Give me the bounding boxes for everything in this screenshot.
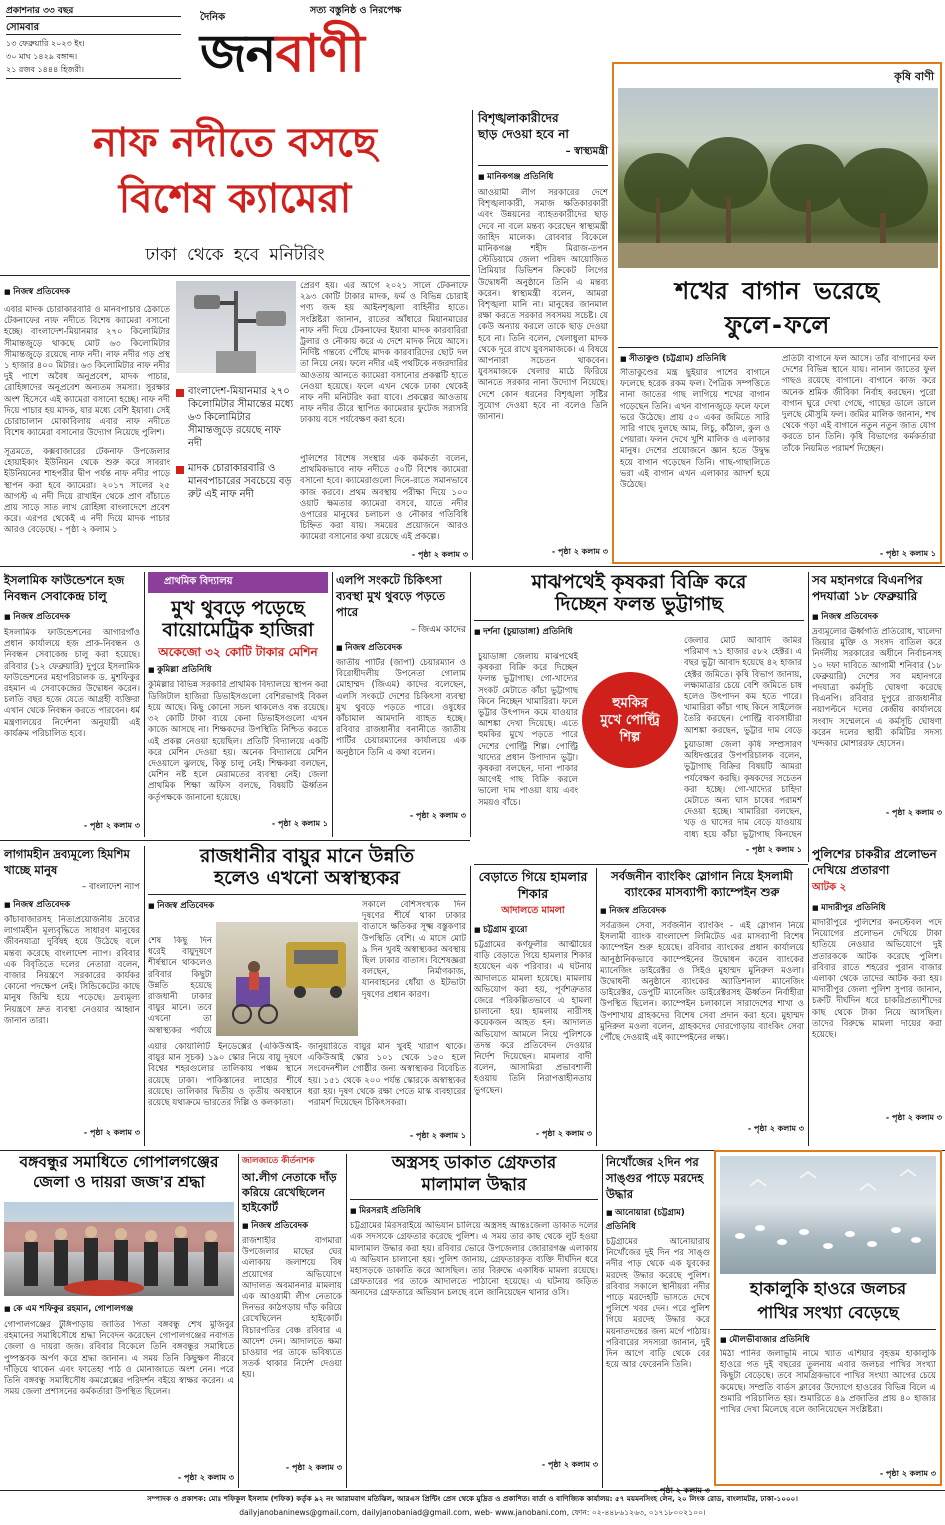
poultry-badge <box>582 672 678 768</box>
bhutta-col2: জেলার মোট আবাদি জমির পরিমাণ ৭১ হাজার ৫৮২ হেক্টর। এ বছর ভুট্টা আবাদ হয়েছে ৪২ হাজার হেক্টর জমিতে। কৃষি বিভাগ জানায়, লক্ষ্যমাত্রার চেয়ে বেশি জমিতে চাষ হলেও উৎপাদন কম হতে পারে। খামারিরা কাঁচা গাছ কিনে সাইলেজ তৈরি করছেন। পোল্ট্রি ব্যবসায়ীরা আশঙ্কা করছেন, ভুট্টার দাম বেড়ে <box>684 636 802 736</box>
bangabandhu-headline-line1: বঙ্গবন্ধুর সমাধিতে গোপালগঞ্জের <box>19 1153 219 1171</box>
awami-kicker: জালজাতে কীর্তনাশক <box>242 1156 315 1166</box>
himshim-text: কাঁচাবাজারসহ নিত্যপ্রয়োজনীয় দ্রব্যের লাগামহীন মূল্যবৃদ্ধিতে সাধারণ মানুষের জীবনযাত্রা দুর্বিষহ হয়ে উঠেছে বলে মন্তব্য করেছে বাংলাদেশ ন্যাপ। রবিবার এক বিবৃতিতে দলের নেতারা বলেন, বাজার নিয়ন্ত্রণে সরকারের কার্যকর কোনো পদক্ষেপ নেই। সিন্ডিকেটের কাছে মানুষ জিম্মি হয়ে পড়েছে। দ্রব্যমূল্য নিয়ন্ত্রণে দ্রুত ব্যবস্থা নেওয়ার আহ্বান জানান তারা। <box>4 915 140 1026</box>
bangabandhu-caption: ■ কে এম শফিকুর রহমান, গোপালগঞ্জ <box>4 1302 133 1316</box>
krishi-headline-line2: ফুলে-ফলে <box>724 311 830 339</box>
krishi-headline-line1: শখের বাগান ভরেছে <box>675 277 879 305</box>
hakaluki-continued: - পৃষ্ঠা ২ কলাম ৩ <box>879 1469 936 1478</box>
biometric-continued: - পৃষ্ঠা ২ কলাম ১ <box>271 819 328 829</box>
lead-headline-line1: নাফ নদীতে বসছে <box>93 120 377 166</box>
police-continued: - পৃষ্ঠা ২ কলাম ৩ <box>885 1113 942 1122</box>
krishi-byline: ■ সীতাকুণ্ড (চট্টগ্রাম) প্রতিনিধি <box>620 352 726 366</box>
bank-continued: - পৃষ্ঠা ২ কলাম ৩ <box>747 1124 804 1133</box>
police-headline: পুলিশের চাকরীর প্রলোভন দেখিয়ে প্রতারণা <box>812 847 937 877</box>
air-story <box>148 846 466 1146</box>
lead-continued: - পৃষ্ঠা ২ কলাম ৩ <box>411 550 468 559</box>
lpg-text: জাতীয় পার্টির (জাপা) চেয়ারম্যান ও বিরোধীদলীয় উপনেতা গোলাম মোহাম্মদ (জিএম) কাদের বলেছেন, এলসি সংকটে দেশের চিকিৎসা ব্যবস্থা মুখ থুবড়ে পড়তে পারে। ওষুধের কাঁচামাল আমদানি ব্যাহত হচ্ছে। রবিবার রাজধানীর বনানীতে জাতীয় পার্টির চেয়ারম্যানের কার্যালয়ে এক অনুষ্ঠানে তিনি এ কথা বলেন। <box>336 658 466 758</box>
bnp-headline: সব মহানগরে বিএনপির পদযাত্রা ১৮ ফেব্রুয়ারি <box>812 573 923 603</box>
awami-text: রাজশাহীর বাগমারা উপজেলার মাছের ঘের এলাকায় জলাশয়ে বিষ প্রয়োগের অভিযোগে আদালত অবমাননার মামলায় এক আওয়ামী লীগ নেতাকে দিনভর কাঠগড়ায় দাঁড় করিয়ে রেখেছিলেন হাইকোর্ট। বিচারপতির বেঞ্চ রবিবার এ আদেশ দেন। আদালতে ক্ষমা চাওয়ার পর তাকে ভবিষ্যতে সতর্ক থাকার নির্দেশ দেওয়া হয়। <box>242 1236 342 1381</box>
dakat-story <box>350 1154 598 1488</box>
air-headline-line2: হলেও এখনো অস্বাস্থ্যকর <box>214 866 400 889</box>
nikhoj-story <box>606 1154 710 1488</box>
biometric-headline-line1: মুখ থুবড়ে পড়েছে <box>171 597 305 619</box>
camera-photo <box>176 281 296 373</box>
bhutta-continued: - পৃষ্ঠা ২ কলাম ১ <box>745 845 802 854</box>
himshim-headline: লাগামহীন দ্রব্যমূল্যে হিমশিম খাচ্ছে মানুষ <box>4 847 130 877</box>
bhutta-col3: চুয়াডাঙ্গা জেলা কৃষি সম্প্রসারণ অধিদপ্তরের উপপরিচালক বলেন, ভুট্টাগাছ বিক্রির বিষয়টি আমরা পর্যবেক্ষণ করছি। কৃষকদের সচেতন করা হচ্ছে। গো-খাদ্যের চাহিদা মেটাতে অন্য ঘাস চাষের পরামর্শ দেওয়া হচ্ছে। খামারিরা বলছেন, খড় ও ঘাসের দাম বেড়ে যাওয়ায় বাধ্য হয়ে কাঁচা ভুট্টাগাছ কিনছেন <box>684 740 802 840</box>
lead-headline-line2: বিশেষ ক্যামেরা <box>118 176 352 222</box>
awami-byline: ■ নিজস্ব প্রতিবেদক <box>242 1219 342 1233</box>
awami-story <box>242 1154 342 1488</box>
air-headline-line1: রাজধানীর বায়ুর মানে উন্নতি <box>199 845 415 867</box>
lpg-headline: এলপি সংকটে চিকিৎসা ব্যবস্থা মুখ থুবড়ে পড়তে পারে <box>336 573 445 619</box>
awami-headline: আ.লীগ নেতাকে দাঁড় করিয়ে রেখেছিলেন হাইকোর্ট <box>242 1171 337 1214</box>
krishi-col2: প্রতিটা বাগানে ফল আসে। তাঁর বাগানের ফল দেশের বিভিন্ন স্থানে যায়। নানান জাতের ফুল গাছও রয়েছে বাগানে। বাগানে কাজ করে অনেক শ্রমিক জীবিকা নির্বাহ করছেন। পুরো বাগান ঘুরে দেখা গেছে, গাছের ডালে ডালে দুলছে মৌসুমি ফল। জমির মালিক জানান, শখ থেকে গড়া এই বাগানে নতুন নতুন জাত যোগ করতে চান তিনি। কৃষি বিভাগের কর্মকর্তারা তাঁকে নিয়মিত পরামর্শ দিচ্ছেন। <box>782 354 936 454</box>
tagline: সত্য বস্তুনিষ্ঠ ও নিরপেক্ষ <box>310 5 402 16</box>
himshim-attribution: – বাংলাদেশ ন্যাপ <box>82 882 140 892</box>
weekday: সোমবার <box>6 22 40 33</box>
orchard-photo <box>618 88 938 268</box>
hakaluki-box <box>714 1150 942 1486</box>
bnp-byline: ■ নিজস্ব প্রতিবেদক <box>812 610 942 624</box>
side-byline: ■ মানিকগঞ্জ প্রতিনিধি <box>478 170 608 184</box>
krishi-box <box>612 62 942 564</box>
bhutta-headline-line2: দিচ্ছেন ফলন্ত ভুট্টাগাছ <box>555 592 723 615</box>
tribute-photo <box>4 1202 234 1296</box>
lead-story <box>0 92 470 562</box>
logo-part-2: বাণী <box>275 24 364 84</box>
dakat-headline-line2: মালামাল উদ্ধার <box>421 1174 527 1195</box>
krishi-continued: - পৃষ্ঠা ২ কলাম ১ <box>879 549 936 558</box>
biometric-subheadline: অকেজো ৩২ কোটি টাকার মেশিন <box>158 644 318 659</box>
poultry-badge-line3: শিল্প <box>619 729 641 745</box>
bhutta-byline: ■ দর্শনা (চুয়াডাঙ্গা) প্রতিনিধি <box>474 625 804 639</box>
hakaluki-text: মিঠা পানির জলাভূমি নামে খ্যাত এশিয়ার বৃহত্তম হাকালুকি হাওরে গত দুই বছরের তুলনায় এবার জলচর পাখির সংখ্যা কিছুটা বেড়েছে। তবে সামগ্রিকভাবে পাখির সংখ্যা আগের চেয়ে কমেছে। সম্প্রতি বার্ডস ক্লাবের উদ্যোগে হাওরের বিভিন্ন বিলে এ শুমারি পরিচালিত হয়। শুমারিতে ৪৯ প্রজাতির প্রায় ৪০ হাজার পাখির দেখা মিলেছে বলে জানিয়েছেন সংশ্লিষ্টরা। <box>720 1349 936 1416</box>
lead-col4: পুলিশের বিশেষ সংস্থার এক কর্মকর্তা বলেন, প্রাথমিকভাবে নাফ নদীতে ৫০টি বিশেষ ক্যামেরা বসানো হবে। ক্যামেরাগুলো দিনে-রাতে সমানভাবে কাজ করবে। প্রথম অবস্থায় পরীক্ষা দিয়ে ১০০ ওয়াট ক্ষমতার ক্যামেরা বসবে, যাতে নদীর ওপারের মানুষের চলাচল ও নৌকার গতিবিধি চিহ্নিত করা যায়। সময়ের প্রয়োজনে আরও ক্যামেরা বসানোর কথা রয়েছে এই প্রকল্পে। <box>300 454 468 543</box>
imprint-line-2: dailyjanobaninews@gmail.com, dailyjanobaniad@gmail.com, web- www.janobani.com, ফোন: ০২-৪৪৮৬১২৬৩, ০১৭১৮০০২১০০। <box>239 1508 706 1517</box>
hamla-headline: বেড়াতে গিয়ে হামলার শিকার <box>478 869 588 901</box>
police-text: মাদারীপুরে পুলিশের কনস্টেবল পদে নিয়োগের প্রলোভন দেখিয়ে টাকা হাতিয়ে নেওয়ার অভিযোগে দুই প্রতারককে আটক করেছে পুলিশ। রবিবার রাতে শহরের পুরান বাজার এলাকা থেকে তাদের আটক করা হয়। মাদারীপুর জেলা পুলিশ সুপার জানান, চক্রটি দীর্ঘদিন ধরে চাকরিপ্রত্যাশীদের কাছ থেকে টাকা নিয়ে আসছিল। তাদের বিরুদ্ধে মামলা দায়ের করা হয়েছে। <box>812 918 942 1041</box>
bangabandhu-headline-line2: জেলা ও দায়রা জজ'র শ্রদ্ধা <box>32 1172 206 1191</box>
lead-col3: প্রেরণ হয়। এর আগে ২০২১ সালে টেকনাফে ২৯৩ কোটি টাকার মাদক, ফর্ম ও বিভিন্ন চোরাই পণ্য জব্দ হয় আইনশৃঙ্খলা বাহিনীর হাতে। সংশ্লিষ্টরা জানান, রাতের আঁধারে মিয়ানমারের নাফ নদী দিয়ে টেকনাফের ইয়াবা মাদক কারবারিরা ট্রলার ও নৌকায় করে এ দেশে মাদক নিয়ে আসে। নির্দিষ্ট গন্তব্যে পৌঁছে মাদক কারবারিদের ছোট দল তা নিয়ে নেয়। ফলে নদীর এই পথটিকে নজরদারির আওতায় আনতে ক্যামেরা বসানোর প্রকল্পটি হাতে নেওয়া হয়েছে। ফলে এখন থেকে ঢাকা থেকেই নাফ নদী মনিটরিং করা যাবে। প্রকল্পের আওতায় নাফ নদীর তীরে স্থাপিত ক্যামেরার ফুটেজ সরাসরি ঢাকায় বসে পর্যবেক্ষণ করা হবে। <box>300 281 468 426</box>
himshim-story <box>4 846 140 1146</box>
poultry-badge-line1: হুমকির <box>612 695 648 711</box>
hamla-tag: আদালতে মামলা <box>501 905 565 916</box>
bullet-1-text: বাংলাদেশ-মিয়ানমার ২৭০ কিলোমিটার সীমান্তের মধ্যে ৬৩ কিলোমিটার সীমান্তজুড়ে রয়েছে নাফ নদী <box>188 386 294 449</box>
islamic-headline: ইসলামিক ফাউন্ডেশনে হজ নিবন্ধন সেবাকেন্দ্র চালু <box>4 573 125 603</box>
krishi-col1: সীতাকুণ্ডের মন্ত্র ছুইয়ার পাশের বাগানে ফলেছে হরেক রকম ফল। পৈত্রিক সম্পত্তিতে নানা জাতের গাছ লাগিয়ে শখের বাগান গড়েছেন তিনি। এখন বাগানজুড়ে ফলে ফলে ভরে উঠেছে। প্রায় ৫০ একর জমিতে সারি সারি গাছে দুলছে আম, লিচু, কাঁঠাল, কুল ও পেয়ারা। ফলন দেখে খুশি মালিক ও এলাকার মানুষ। দেশের প্রয়োজনে জ্ঞান হতে উদ্বুদ্ধ হয়ে বাগান গড়েছেন তিনি। গাছ-গাছালিতে ভরা এই বাগান এখন এলাকার আদর্শ হয়ে উঠেছে। <box>620 368 770 491</box>
islamic-continued: - পৃষ্ঠা ২ কলাম ৩ <box>83 821 140 830</box>
police-subheadline: আটক ২ <box>812 882 847 893</box>
bnp-story <box>812 572 942 822</box>
poultry-badge-line2: মুখে পোল্ট্রি <box>600 712 660 728</box>
bank-byline: ■ নিজস্ব প্রতিবেদক <box>600 904 804 918</box>
biometric-tag: প্রাথমিক বিদ্যালয় <box>148 572 328 593</box>
air-col1: শেষ কিছু দিন ধরেই বায়ুদূষণে শীর্ষস্থানে থাকলেও রবিবার কিছুটা উন্নতি হয়েছে রাজধানী ঢাকার বায়ুর মানে। তবে এখনো তা অস্বাস্থ্যকর পর্যায়ে <box>148 936 212 1036</box>
logo-part-1: জন <box>200 24 276 84</box>
side-text: আওয়ামী লীগ সরকারের দেশে বিশৃঙ্খলাকারী, সমাজ ক্ষতিকারকারী এবং উন্নয়নের ব্যাহতকারীদের ছাড় দেবে না বলে মন্তব্য করেছেন স্বাস্থ্যমন্ত্রী জাহিদ মালেক। রোববার বিকেলে মানিকগঞ্জ শহীদ মিরাজ-তপন স্টেডিয়ামে জেলা পরিষদ আয়োজিত প্রিমিয়ার ডিভিশন ক্রিকেট লিগের উদ্বোধনী অনুষ্ঠানে তিনি এ মন্তব্য করেন। স্বাস্থ্যমন্ত্রী বলেন, আমরা বিশৃঙ্খলা মানি না। মানুষের জানমাল রক্ষা করতে সরকার সবসময় সচেষ্ট। যে কেউ অন্যায় করলে তাকে ছাড় দেওয়া হবে না। তিনি বলেন, খেলাধুলা মাদক থেকে দূরে রাখে যুবসমাজকে। এ বিষয়ে আপনারা সচেতন থাকবেন। যুবসমাজকে খেলার মাঠে ফিরিয়ে আনতে সরকার নানা উদ্যোগ নিয়েছে। দেশে কোন ধরনের বিশৃঙ্খলা সৃষ্টির সুযোগ দেওয়া হবে না বলেও তিনি জানান। <box>478 188 608 423</box>
air-col3: জানুয়ারিতে বায়ুর মান খুবই খারাপ থাকে। একিউআই স্কোর ১০১ থেকে ১৫০ হলে সংবেদনশীল গোষ্ঠীর জন্য অস্বাস্থ্যকর বিবেচিত হয়। ১৫১ থেকে ২০০ পর্যন্ত স্কোরকে অস্বাস্থ্যকর ধরা হয়। দূষণ থেকে রক্ষা পেতে মাস্ক ব্যবহারের পরামর্শ দিয়েছেন চিকিৎসকরা। <box>308 1042 466 1109</box>
established: প্রকাশনার ৩৩ বছর <box>6 6 74 16</box>
hamla-story <box>474 868 592 1146</box>
bullet-1 <box>176 385 294 450</box>
bullet-2-text: মাদক চোরাকারবারি ও মানবপাচারের সবচেয়ে বড় রুট এই নাফ নদী <box>188 463 292 500</box>
bank-text: সর্বত্রজন সেবা, সর্বজনীন ব্যাংকিং - এই স্লোগান নিয়ে ইসলামী ব্যাংক বাংলাদেশ লিমিটেড এর মাসব্যাপী বিশেষ ক্যাম্পেইন শুরু হয়েছে। রবিবার ব্যাংকের প্রধান কার্যালয়ে আনুষ্ঠানিকভাবে ক্যাম্পেইনের উদ্বোধন করেন ব্যাংকের ম্যানেজিং ডাইরেক্টর ও সিইও মুহাম্মদ মুনিরুল মওলা। উদ্বোধনী অনুষ্ঠানে ব্যাংকের অ্যাডিশনাল ম্যানেজিং ডাইরেক্টর, ডেপুটি ম্যানেজিং ডাইরেক্টরসহ ঊর্ধ্বতন নির্বাহীরা উপস্থিত ছিলেন। ক্যাম্পেইন চলাকালে সারাদেশের শাখা ও উপশাখায় গ্রাহকদের বিশেষ সেবা প্রদান করা হবে। মুহাম্মদ মুনিরুল মওলা বলেন, গ্রাহকদের দোরগোড়ায় ব্যাংকিং সেবা পৌঁছে দেওয়াই এই ক্যাম্পেইনের লক্ষ্য। <box>600 921 804 1044</box>
bangabandhu-text: গোপালগঞ্জের টুঙ্গিপাড়ায় জাতির পিতা বঙ্গবন্ধু শেখ মুজিবুর রহমানের সমাধিসৌধে শ্রদ্ধা নিবেদন করেছেন গোপালগঞ্জের নবাগত জেলা ও দায়রা জজ। রবিবার বিকেলে তিনি বঙ্গবন্ধুর সমাধিতে পুষ্পস্তবক অর্পণ করে শ্রদ্ধা জানান। এ সময় তিনি কিছুক্ষণ নীরবে দাঁড়িয়ে থাকেন এবং ফাতেহা পাঠ ও মোনাজাতে অংশ নেন। পরে তিনি বঙ্গবন্ধু সমাধিসৌধ কমপ্লেক্সের পরিদর্শন বইয়ে স্বাক্ষর করেন। এ সময় জেলা প্রশাসনের কর্মকর্তারা উপস্থিত ছিলেন। <box>4 1320 234 1398</box>
awami-continued: - পৃষ্ঠা ২ কলাম ৩ <box>285 1463 342 1472</box>
dakat-headline-line1: অস্ত্রসহ ডাকাত গ্রেফতার <box>391 1153 557 1173</box>
hamla-byline: ■ চট্টগ্রাম ব্যুরো <box>474 923 592 937</box>
date-hijri: ২১ রজব ১৪৪৪ হিজরী। <box>6 65 84 74</box>
biometric-text: কুমিল্লার বিভিন্ন সরকারি প্রাথমিক বিদ্যালয়ে স্থাপন করা ডিজিটাল হাজিরা ডিভাইসগুলো বেশিরভাগই বিকল হয়ে আছে। কিছু কোনো সচল থাকলেও বন্ধ রয়েছে। ৩২ কোটি টাকা ব্যয়ে কেনা ডিভাইসগুলো এখন কাজে আসছে না। শিক্ষকদের উপস্থিতি নিশ্চিত করতে এই প্রকল্প নেওয়া হয়েছিল। প্রতিটি বিদ্যালয়ে একটি করে মেশিন দেওয়া হয়। অনেক বিদ্যালয়ে মেশিন দেওয়ালে ঝুলছে, কিন্তু চালু নেই। শিক্ষকরা বলছেন, মেশিন নষ্ট হলে মেরামতের ব্যবস্থা নেই। জেলা প্রাথমিক শিক্ষা অফিস বলছে, বিষয়টি ঊর্ধ্বতন কর্তৃপক্ষকে জানানো হয়েছে। <box>148 680 328 803</box>
islamic-text: ইসলামিক ফাউন্ডেশনের আগারগাঁও প্রধান কার্যালয়ে হজ প্রাক-নিবন্ধন ও নিবন্ধন সেবাকেন্দ্র চালু করা হয়েছে। রবিবার (১২ ফেব্রুয়ারি) দুপুরে ইসলামিক ফাউন্ডেশনের মহাপরিচালক ড. মুশফিকুর রহমান এ সেবাকেন্দ্রের উদ্বোধন করেন। চলতি বছর হজে যেতে আগ্রহী ব্যক্তিরা এখান থেকে নিবন্ধন করতে পারবেন। ধর্ম মন্ত্রণালয়ের নির্দেশনা অনুযায়ী এই কার্যক্রম পরিচালিত হবে। <box>4 628 140 739</box>
nikhoj-byline: ■ আনোয়ারা (চট্টগ্রাম) প্রতিনিধি <box>606 1206 710 1234</box>
hamla-continued: - পৃষ্ঠা ২ কলাম ৩ <box>535 1129 592 1138</box>
nikhoj-text: চট্টগ্রামের আনোয়ারায় নিখোঁজের দুই দিন পর সাঙ্গু নদীর পাড় থেকে এক যুবকের মরদেহ উদ্ধার করেছে পুলিশ। রবিবার সকালে স্থানীয়রা নদীর পাড়ে মরদেহটি ভাসতে দেখে পুলিশে খবর দেন। পরে পুলিশ গিয়ে মরদেহ উদ্ধার করে ময়নাতদন্তের জন্য মর্গে পাঠায়। পরিবারের সদস্যরা জানান, দুই দিন আগে বাড়ি থেকে বের হয়ে আর ফেরেননি তিনি। <box>606 1237 710 1371</box>
lpg-story <box>336 572 466 837</box>
date-english: ১৩ ফেব্রুয়ারি ২০২৩ ইং। <box>6 39 85 48</box>
hakaluki-headline-line2: পাখির সংখ্যা বেড়েছে <box>757 1303 899 1322</box>
biometric-headline-line2: বায়োমেট্রিক হাজিরা <box>162 618 314 641</box>
lpg-continued: - পৃষ্ঠা ২ কলাম ৩ <box>409 811 466 820</box>
himshim-continued: - পৃষ্ঠা ২ কলাম ৩ <box>83 1128 140 1137</box>
logo <box>200 20 364 88</box>
bhutta-headline-line1: মাঝপথেই কৃষকরা বিক্রি করে <box>531 571 747 593</box>
lead-col1b: সূত্রমতে, কক্সবাজারের টেকনাফ উপজেলার হোয়াইক্যং ইউনিয়ন থেকে শুরু করে সাবরাং ইউনিয়নের শাহপরীর দ্বীপ পর্যন্ত নাফ নদীর পাড়ে স্থাপন করা হবে ক্যামেরা। ২০১৭ সালের ২৫ আগস্ট এ নদী দিয়ে রাখাইন থেকে প্রাণ বাঁচাতে প্রায় সাড়ে সাত লাখ রোহিঙ্গা বাংলাদেশে প্রবেশ করে। এরপর থেকেই এ নদী দিয়ে মাদক পাচার আরও বেড়েছে। - পৃষ্ঠা ২ কলাম ১ <box>4 447 170 536</box>
bank-headline-line1: সর্বজনীন ব্যাংকিং স্লোগান নিয়ে ইসলামী <box>611 869 793 883</box>
side-continued: - পৃষ্ঠা ২ কলাম ৩ <box>551 547 608 556</box>
lead-byline: ■ নিজস্ব প্রতিবেদক <box>4 285 70 299</box>
smog-photo <box>216 922 358 1036</box>
bangabandhu-story <box>4 1154 234 1488</box>
bhutta-col1: চুয়াডাঙ্গা জেলায় মাঝপথেই কৃষকরা বিক্রি করে দিচ্ছেন ফলন্ত ভুট্টাগাছ। গো-খাদ্যের সংকট মেটাতে কাঁচা ভুট্টাগাছ কিনে নিচ্ছেন খামারিরা। ফলে ভুট্টার উৎপাদন কমে যাওয়ার আশঙ্কা দেখা দিয়েছে। এতে হুমকির মুখে পড়তে পারে দেশের পোল্ট্রি শিল্প। পোল্ট্রি খাদ্যের প্রধান উপাদান ভুট্টা। কৃষকরা বলছেন, দানা পাকার আগেই গাছ বিক্রি করলে ভালো দাম পাওয়া যায় এবং সময়ও বাঁচে। <box>478 652 578 808</box>
bangabandhu-continued: - পৃষ্ঠা ২ কলাম ৩ <box>177 1473 234 1482</box>
lead-col1: এবার মাদক চোরাকারবারি ও মানবপাচার ঠেকাতে টেকনাফের নাফ নদীতে বিশেষ ক্যামেরা বসানো হচ্ছে। বাংলাদেশ-মিয়ানমার ২৭০ কিলোমিটার সীমান্তজুড়ে থাকছে মোট ৬৩ কিলোমিটার সীমান্তজুড়ে রয়েছে নাফ নদী। নাফ নদীর গড় প্রস্থ ১ হাজার ৪০০ মিটার। ৬৩ কিলোমিটার নাফ নদীর দুই পাশে অবৈধ অনুপ্রবেশ, মাদক পাচার, রোহিঙ্গাদের অনুপ্রবেশ অন্যতম সমস্যা। সুরক্ষার অংশ হিসেবে এই ক্যামেরা বসানো হচ্ছে। নাফ নদী দিয়ে পাচার হয় মাদক, যার মধ্যে বেশি ইয়াবা। সেই চোরাচালান মোকাবিলায় এবার নাফ নদীতে বিশেষ ক্যামেরা বসানোর উদ্যোগ নিয়েছে পুলিশ। <box>4 305 170 439</box>
krishi-section-label: কৃষি বাণী <box>894 70 934 83</box>
birds-photo <box>720 1156 936 1274</box>
bullet-2 <box>176 462 294 501</box>
bank-headline-line2: ব্যাংকের মাসব্যাপী ক্যাম্পেইন শুরু <box>624 885 780 899</box>
lpg-byline: ■ নিজস্ব প্রতিবেদক <box>336 641 466 655</box>
bhutta-story <box>474 572 804 862</box>
imprint-line-1: সম্পাদক ও প্রকাশক: মোঃ শফিকুল ইসলাম (শফিক) কর্তৃক ৯২ নং আরামবাগ মতিঝিল, আরএস প্রিন্টিং প্রেস থেকে মুদ্রিত ও প্রকাশিত। বার্তা ও বাণিজ্যিক কার্যালয়: ৫৭ ময়মনসিংহ লেন, ২০ লিংক রোড, বাংলামটর, ঢাকা-১০০০। <box>147 1494 798 1503</box>
side-story <box>478 110 608 560</box>
air-col2: সকালে বেশিসংখ্যক দিন দূষণের শীর্ষে থাকা ঢাকার বাতাসে ক্ষতিকর সূক্ষ্ম বস্তুকণার উপস্থিতি বেশি। এ মাসে মোট ৯ দিন খুবই অস্বাস্থ্যকর অবস্থায় ছিল ঢাকার বাতাস। বিশেষজ্ঞরা বলছেন, নির্মাণকাজ, যানবাহনের ধোঁয়া ও ইটভাটা দূষণের প্রধান কারণ। <box>362 900 466 1000</box>
hamla-text: চট্টগ্রামের কর্ণফুলীর আত্মীয়ের বাড়ি বেড়াতে গিয়ে হামলার শিকার হয়েছেন এক পরিবার। এ ঘটনায় আদালতে মামলা হয়েছে। মামলায় অভিযোগ করা হয়, পূর্বশত্রুতার জেরে পরিকল্পিতভাবে এ হামলা চালানো হয়। হামলায় নারীসহ কয়েকজন আহত হন। আদালত অভিযোগ আমলে নিয়ে পুলিশকে তদন্ত করে প্রতিবেদন দেওয়ার নির্দেশ দিয়েছেন। মামলার বাদী বলেন, আসামিরা প্রভাবশালী হওয়ায় তিনি নিরাপত্তাহীনতায় ভুগছেন। <box>474 940 592 1096</box>
police-byline: ■ মাদারীপুর প্রতিনিধি <box>812 901 942 915</box>
hakaluki-byline: ■ মৌলভীবাজার প্রতিনিধি <box>720 1333 810 1347</box>
date-bengali: ৩০ মাঘ ১৪২৯ বঙ্গাব্দ। <box>6 52 78 61</box>
lead-subheadline: ঢাকা থেকে হবে মনিটরিং <box>145 245 325 265</box>
bnp-continued: - পৃষ্ঠা ২ কলাম ৩ <box>885 808 942 817</box>
lpg-attribution: – জিএম কাদের <box>411 625 466 635</box>
dakat-byline: ■ মিরসরাই প্রতিনিধি <box>350 1204 598 1218</box>
air-bottom-left: এয়ার কোয়ালিটি ইনডেক্সের (একিউআই-বায়ুর মান সূচক) ১৯০ স্কোর নিয়ে বায়ু দূষণে বিশ্বের শহরগুলোর তালিকায় পঞ্চম স্থানে রয়েছে ঢাকা। পাকিস্তানের লাহোর শীর্ষে রয়েছে। তালিকার দ্বিতীয় ও তৃতীয় অবস্থানে রয়েছে যথাক্রমে ভারতের দিল্লি ও কলকাতা। <box>148 1042 302 1109</box>
islamic-byline: ■ নিজস্ব প্রতিবেদক <box>4 610 140 624</box>
biometric-byline: ■ কুমিল্লা প্রতিনিধি <box>148 663 328 677</box>
dakat-text: চট্টগ্রামের মিরসরাইয়ে অভিযান চালিয়ে অস্ত্রসহ আন্তঃজেলা ডাকাত দলের এক সদস্যকে গ্রেফতার করেছে পুলিশ। এ সময় তার কাছ থেকে লুট হওয়া মালামাল উদ্ধার করা হয়। রবিবার ভোরে উপজেলার জোরারগঞ্জ এলাকায় এ অভিযান চালানো হয়। পুলিশ জানায়, গ্রেফতারকৃত ব্যক্তি দীর্ঘদিন ধরে মহাসড়কে ডাকাতি করে আসছিল। তার বিরুদ্ধে একাধিক মামলা রয়েছে। গ্রেফতারের পর তাকে আদালতে পাঠানো হয়েছে। এ ঘটনায় জড়িত অন্যদের গ্রেফতারে অভিযান চলছে বলে জানিয়েছেন থানার ওসি। <box>350 1221 598 1299</box>
bank-story <box>600 868 804 1146</box>
biometric-story <box>148 572 328 837</box>
daily-label: দৈনিক <box>200 12 226 23</box>
islamic-story <box>4 572 140 837</box>
police-story <box>812 846 942 1146</box>
side-headline: বিশৃঙ্খলাকারীদের ছাড় দেওয়া হবে না <box>478 111 569 141</box>
dakat-continued: - পৃষ্ঠা ২ কলাম ৩ <box>541 1460 598 1470</box>
himshim-byline: ■ নিজস্ব প্রতিবেদক <box>4 898 140 912</box>
hakaluki-headline-line1: হাকালুকি হাওরে জলচর <box>749 1279 907 1298</box>
air-byline: ■ নিজস্ব প্রতিবেদক <box>148 899 466 913</box>
side-attribution: – স্বাস্থ্যমন্ত্রী <box>565 146 608 157</box>
air-continued: - পৃষ্ঠা ২ কলাম ১ <box>409 1131 466 1140</box>
nikhoj-headline: নিখোঁজের ২দিন পর সাঙ্গুর পাড়ে মরদেহ উদ্ধার <box>606 1155 704 1201</box>
bnp-text: দ্রব্যমূল্যের ঊর্ধ্বগতি প্রতিরোধ, খালেদা জিয়ার মুক্তি ও সংসদ বাতিল করে নির্দলীয় সরকারের অধীনে নির্বাচনসহ ১০ দফা দাবিতে আগামী শনিবার (১৮ ফেব্রুয়ারি) দেশের সব মহানগরে পদযাত্রা কর্মসূচি ঘোষণা করেছে বিএনপি। রবিবার দুপুরে রাজধানীর নয়াপল্টনে দলের কেন্দ্রীয় কার্যালয়ে সংবাদ সম্মেলনে এ কর্মসূচি ঘোষণা করেন দলের স্থায়ী কমিটির সদস্য খন্দকার মোশাররফ হোসেন। <box>812 627 942 750</box>
bullet-box <box>176 375 294 545</box>
